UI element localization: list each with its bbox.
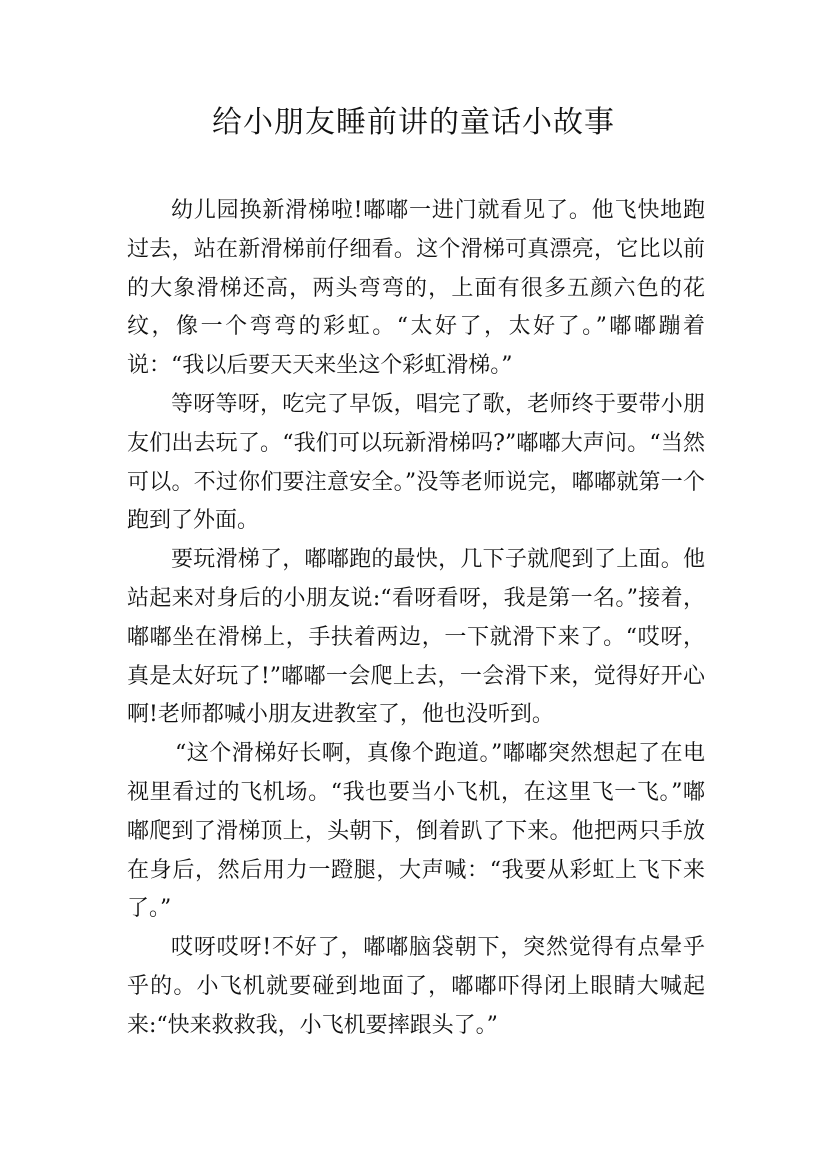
paragraph-3: 要玩滑梯了，嘟嘟跑的最快，几下子就爬到了上面。他站起来对身后的小朋友说:“看呀看呀，我是第一名。”接着，嘟嘟坐在滑梯上，手扶着两边，一下就滑下来了。“哎呀，真是太好玩了!”嘟嘟一会爬上去，一会滑下来，觉得好开心啊!老师都喊小朋友进教室了，他也没听到。	[127, 547, 705, 728]
document-title: 给小朋友睡前讲的童话小故事	[212, 105, 615, 140]
paragraph-4: “这个滑梯好长啊，真像个跑道。”嘟嘟突然想起了在电视里看过的飞机场。“我也要当小飞机，在这里飞一飞。”嘟嘟爬到了滑梯顶上，头朝下，倒着趴了下来。他把两只手放在身后，然后用力一蹬腿，大声喊：“我要从彩虹上飞下来了。”	[127, 741, 705, 922]
paragraph-1: 幼儿园换新滑梯啦!嘟嘟一进门就看见了。他飞快地跑过去，站在新滑梯前仔细看。这个滑梯可真漂亮，它比以前的大象滑梯还高，两头弯弯的，上面有很多五颜六色的花纹，像一个弯弯的彩虹。“太好了，太好了。”嘟嘟蹦着说：“我以后要天天来坐这个彩虹滑梯。”	[127, 198, 705, 379]
paragraph-2: 等呀等呀，吃完了早饭，唱完了歌，老师终于要带小朋友们出去玩了。“我们可以玩新滑梯吗?”嘟嘟大声问。“当然可以。不过你们要注意安全。”没等老师说完，嘟嘟就第一个跑到了外面。	[127, 391, 705, 534]
document-body	[127, 192, 705, 1046]
paragraph-5: 哎呀哎呀!不好了，嘟嘟脑袋朝下，突然觉得有点晕乎乎的。小飞机就要碰到地面了，嘟嘟吓得闭上眼睛大喊起来:“快来救救我，小飞机要摔跟头了。”	[127, 935, 705, 1038]
